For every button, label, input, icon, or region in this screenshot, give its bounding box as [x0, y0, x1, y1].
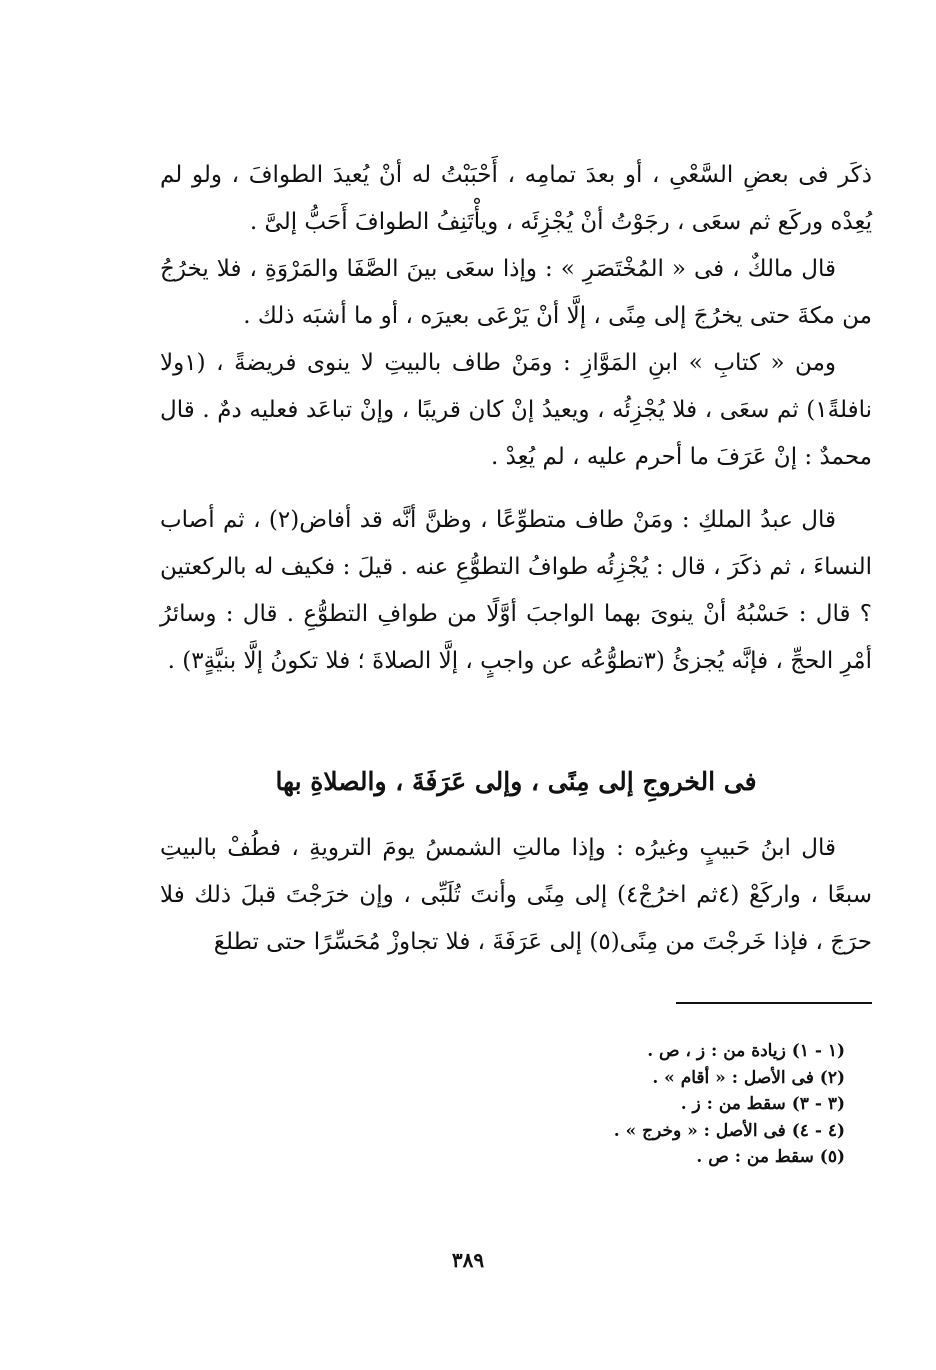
- footnote-separator: [676, 1002, 872, 1004]
- paragraph: قال عبدُ الملكِ : ومَنْ طاف متطوِّعًا ، وظنَّ أنَّه قد أفاض(٢) ، ثم أصاب النساءَ ، ثم ذكَرَ ، قال : يُجْزِئُه طوافُ التطوُّعِ عنه . قيلَ : فكيف له بالركعتين ؟ قال : حَسْبُهُ أنْ ينوىَ بهما الواجبَ أوَّلًا من طوافِ التطوُّعِ . قال : وسائرُ أمْرِ الحجِّ ، فإنَّه يُجزئُ (٣تطوُّعُه عن واجبٍ ، إلَّا الصلاةَ ؛ فلا تكونُ إلَّا بنيَّةٍ٣) .: [160, 507, 872, 674]
- paragraph: قال ابنُ حَبيبٍ وغيرُه : وإذا مالتِ الشمسُ يومَ الترويةِ ، فطُفْ بالبيتِ سبعًا ، واركَعْ (٤ثم اخرُجْ٤) إلى مِنًى وأنتَ تُلَبِّى ، وإن خرَجْتَ قبلَ ذلك فلا حرَجَ ، فإذا خَرجْتَ من مِنًى(٥) إلى عَرَفَةَ ، فلا تجاوزْ مُحَسِّرًا حتى تطلعَ: [160, 835, 872, 955]
- footnote: (٣ - ٣) سقط من : ز .: [680, 1094, 845, 1114]
- footnote: (٢) فى الأصل : « أقام » .: [652, 1067, 845, 1088]
- footnote: (١ - ١) زيادة من : ز ، ص .: [647, 1041, 845, 1061]
- main-text-block-bottom: [160, 825, 872, 966]
- footnote: (٥) سقط من : ص .: [696, 1147, 845, 1167]
- section-heading: فى الخروجِ إلى مِنًى ، وإلى عَرَفَةَ ، والصلاةِ بها: [275, 767, 757, 796]
- main-text-block-top: [160, 152, 872, 481]
- paragraph: ومن « كتابِ » ابنِ المَوَّازِ : ومَنْ طاف بالبيتِ لا ينوى فريضةً ، (١ولا نافلةً١) ثم سعَى ، فلا يُجْزِئُه ، ويعيدُ إنْ كان قريبًا ، وإنْ تباعَد فعليه دمٌ . قال محمدٌ : إنْ عَرَفَ ما أحرم عليه ، لم يُعِدْ .: [160, 350, 872, 470]
- page-number: ٣٨٩: [451, 1248, 485, 1272]
- paragraph: ذكَر فى بعضِ السَّعْىِ ، أو بعدَ تمامِه ، أَحْبَبْتُ له أنْ يُعيدَ الطوافَ ، ولو لم يُعِدْه وركَع ثم سعَى ، رجَوْتُ أنْ يُجْزِئَه ، ويأْتَنِفُ الطوافَ أَحَبُّ إلىَّ .: [160, 162, 872, 235]
- main-text-block-middle: [160, 497, 872, 685]
- footnotes: [440, 1038, 845, 1171]
- footnote: (٤ - ٤) فى الأصل : « وخرج » .: [613, 1120, 845, 1141]
- paragraph: قال مالكٌ ، فى « المُخْتَصَرِ » : وإذا سعَى بينَ الصَّفَا والمَرْوَةِ ، فلا يخرُجُ من مكةَ حتى يخرُجَ إلى مِنًى ، إلَّا أنْ يَرْعَى بعيرَه ، أو ما أشبَه ذلك .: [160, 256, 872, 329]
